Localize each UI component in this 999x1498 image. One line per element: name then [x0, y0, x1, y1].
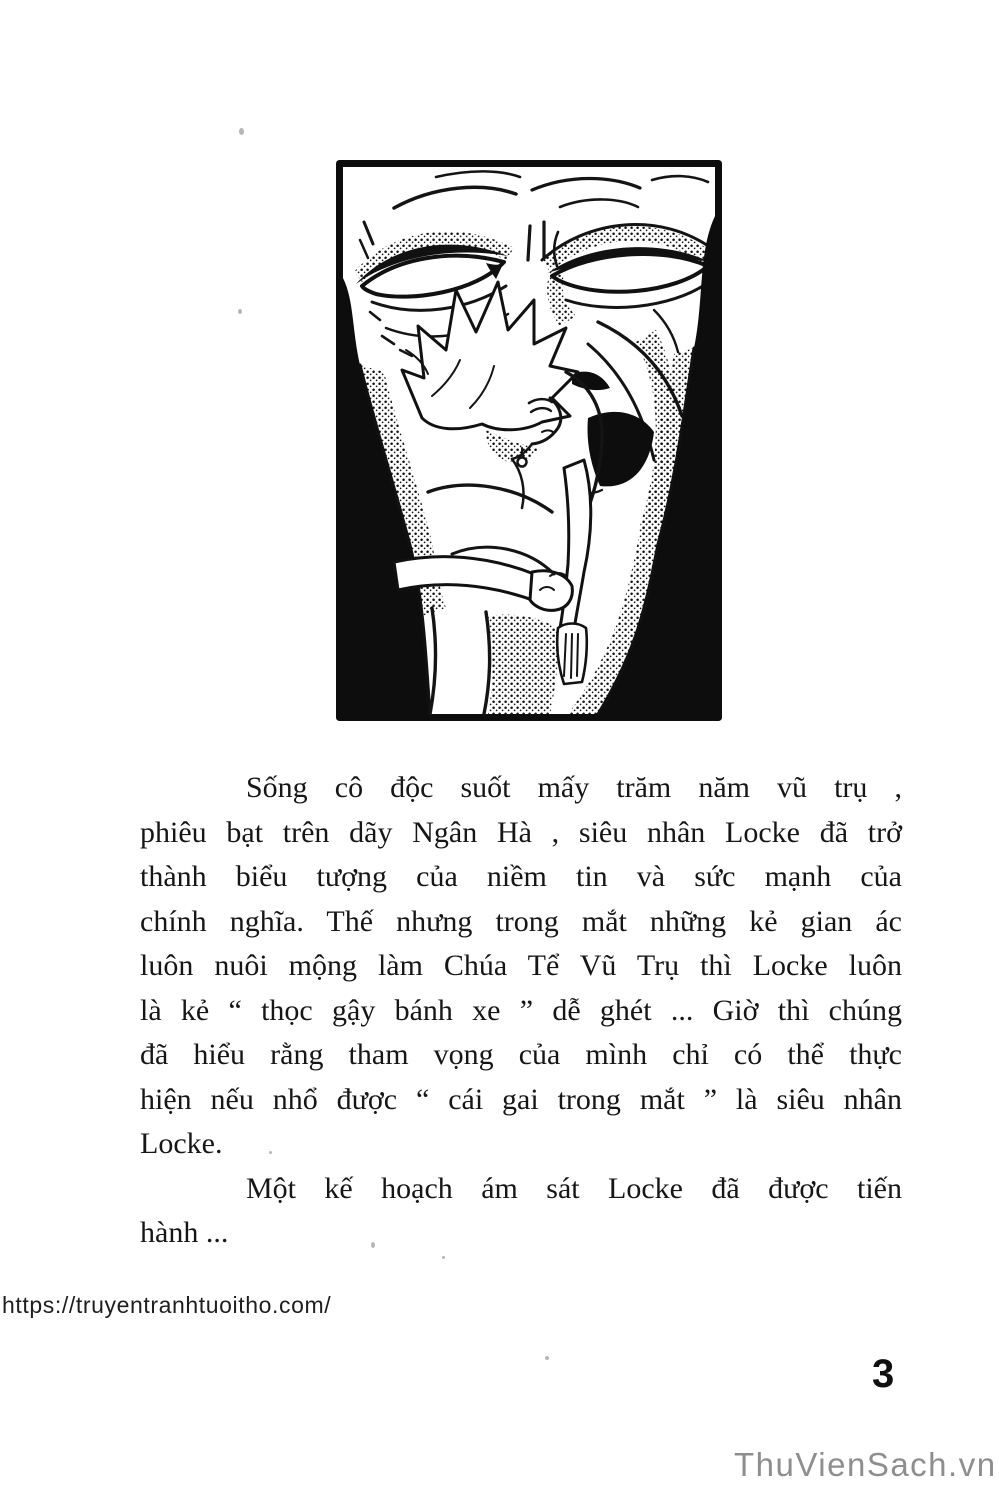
story-text-block — [140, 766, 902, 1256]
giant-face-artwork — [336, 160, 722, 721]
comic-panel-illustration — [336, 160, 722, 721]
story-line: chính nghĩa. Thế nhưng trong mắt những kẻ gian ác — [140, 904, 902, 938]
watermark-thuviensach: ThuVienSach.vn — [734, 1446, 997, 1483]
scan-speck — [545, 1356, 549, 1360]
story-line: là kẻ “ thọc gậy bánh xe ” dễ ghét ... Giờ thì chúng — [140, 993, 902, 1027]
page-number: 3 — [872, 1352, 895, 1396]
story-line: Sống cô độc suốt mấy trăm năm vũ trụ , — [246, 771, 902, 804]
scan-speck — [238, 309, 242, 314]
story-line: phiêu bạt trên dãy Ngân Hà , siêu nhân Locke đã trở — [140, 815, 902, 849]
story-line: luôn nuôi mộng làm Chúa Tể Vũ Trụ thì Locke luôn — [140, 949, 902, 982]
scan-speck — [269, 1151, 272, 1154]
story-line: hành ... — [140, 1216, 229, 1249]
story-line: Một kế hoạch ám sát Locke đã được tiến — [246, 1171, 902, 1205]
source-url: https://truyentranhtuoitho.com/ — [2, 1292, 332, 1318]
story-line: Locke. — [140, 1127, 223, 1160]
story-line: thành biểu tượng của niềm tin và sức mạnh của — [140, 860, 902, 893]
story-line: hiện nếu nhổ được “ cái gai trong mắt ” là siêu nhân — [140, 1082, 902, 1116]
story-line: đã hiểu rằng tham vọng của mình chỉ có thể thực — [140, 1038, 902, 1071]
scan-speck — [239, 128, 244, 135]
scan-speck — [371, 1242, 375, 1248]
scan-speck — [442, 1256, 445, 1259]
